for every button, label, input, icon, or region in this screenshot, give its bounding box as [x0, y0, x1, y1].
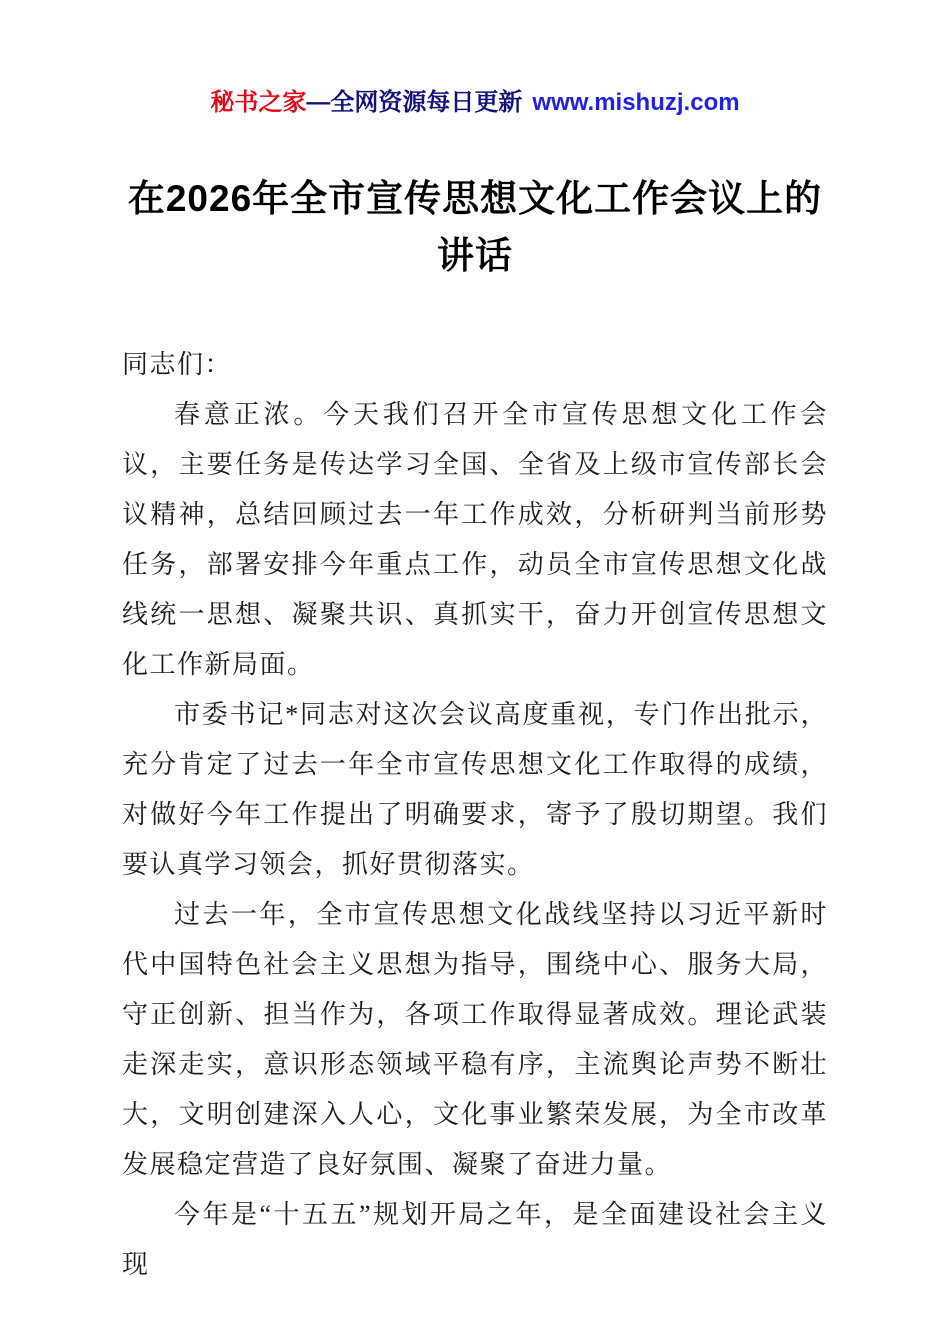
- paragraph-4: 今年是“十五五”规划开局之年，是全面建设社会主义现: [122, 1200, 828, 1279]
- site-tagline: —全网资源每日更新: [306, 89, 523, 116]
- paragraph-1: 春意正浓。今天我们召开全市宣传思想文化工作会议，主要任务是传达学习全国、全省及上级市宣传部长会议精神，总结回顾过去一年工作成效，分析研判当前形势任务，部署安排今年重点工作，动员全市宣传思想文化战线统一思想、凝聚共识、真抓实干，奋力开创宣传思想文化工作新局面。: [122, 400, 828, 679]
- site-header: [122, 88, 828, 118]
- document-title-line-2: 讲话: [437, 235, 513, 276]
- site-url-link[interactable]: www.mishuzj.com: [532, 89, 740, 116]
- site-brand: 秘书之家: [210, 89, 307, 116]
- document-body: [122, 340, 828, 1290]
- document-title: [122, 170, 828, 284]
- salutation: 同志们：: [122, 350, 233, 379]
- paragraph-3: 过去一年，全市宣传思想文化战线坚持以习近平新时代中国特色社会主义思想为指导，围绕中心、服务大局，守正创新、担当作为，各项工作取得显著成效。理论武装走深走实，意识形态领域平稳有序，主流舆论声势不断壮大，文明创建深入人心，文化事业繁荣发展，为全市改革发展稳定营造了良好氛围、凝聚了奋进力量。: [122, 900, 828, 1179]
- paragraph-2: 市委书记*同志对这次会议高度重视，专门作出批示，充分肯定了过去一年全市宣传思想文化工作取得的成绩，对做好今年工作提出了明确要求，寄予了殷切期望。我们要认真学习领会，抓好贯彻落实。: [122, 700, 828, 879]
- document-title-line-1: 在2026年全市宣传思想文化工作会议上的: [127, 178, 823, 219]
